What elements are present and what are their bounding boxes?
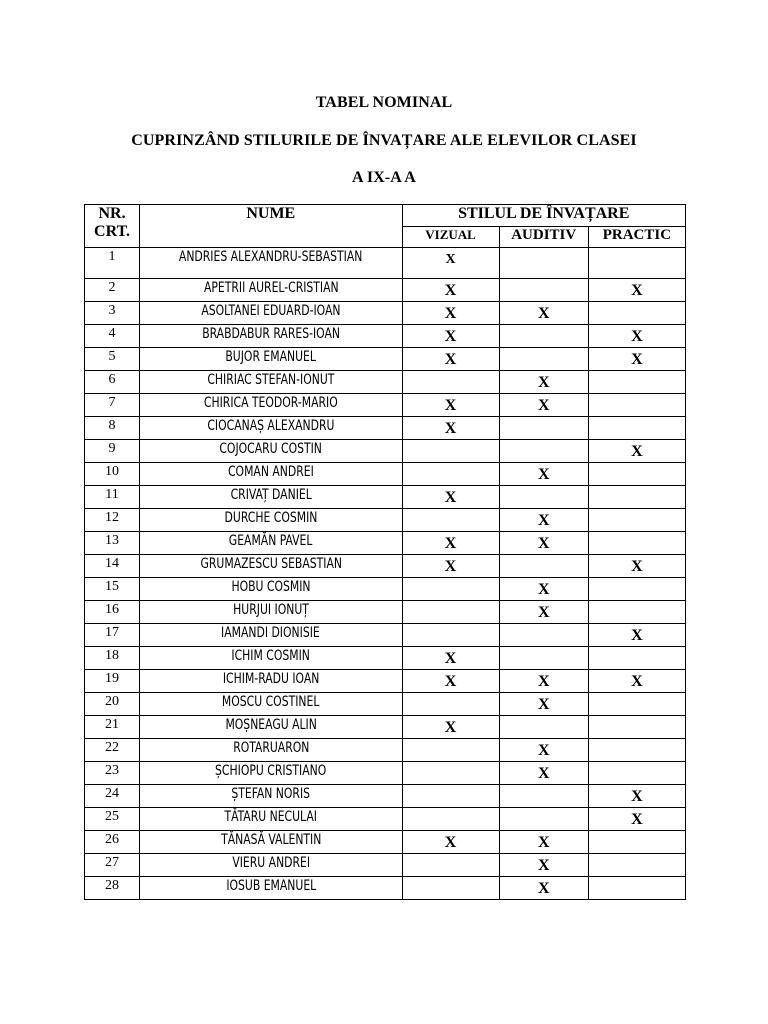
student-name-text: ASOLTANEI EDUARD-IOAN [201,303,341,319]
table-row [85,877,686,900]
row-nr: 27 [85,854,140,877]
row-mark-auditiv [499,785,588,808]
student-name-text: ICHIM COSMIN [231,648,311,664]
table-row [85,647,686,670]
table-row [85,693,686,716]
table-row [85,279,686,302]
row-student-name [140,486,402,509]
table-row [85,854,686,877]
row-mark-vizual: X [402,716,499,739]
row-mark-vizual [402,624,499,647]
row-mark-practic: X [588,785,685,808]
row-student-name [140,394,402,417]
row-nr: 24 [85,785,140,808]
row-student-name [140,693,402,716]
row-student-name [140,440,402,463]
row-mark-auditiv [499,486,588,509]
row-mark-auditiv: X [499,670,588,693]
row-mark-auditiv [499,808,588,831]
student-name-text: ȘTEFAN NORIS [231,786,311,802]
row-mark-auditiv [499,325,588,348]
row-student-name [140,647,402,670]
row-mark-auditiv: X [499,854,588,877]
row-mark-vizual: X [402,532,499,555]
row-mark-vizual: X [402,302,499,325]
row-mark-practic [588,248,685,279]
row-mark-auditiv [499,279,588,302]
row-student-name [140,624,402,647]
header-practic: PRACTIC [588,227,685,248]
row-mark-vizual: X [402,417,499,440]
header-nume: NUME [140,205,402,248]
row-student-name [140,877,402,900]
table-header [85,205,686,248]
row-nr: 23 [85,762,140,785]
row-nr: 9 [85,440,140,463]
student-name-text: CIOCANAȘ ALEXANDRU [207,418,335,434]
row-mark-practic [588,716,685,739]
row-nr: 28 [85,877,140,900]
student-name-text: ICHIM-RADU IOAN [222,671,320,687]
student-name-text: GEAMĂN PAVEL [228,533,313,549]
row-nr: 26 [85,831,140,854]
table-row [85,555,686,578]
table-row [85,601,686,624]
row-student-name [140,417,402,440]
row-mark-vizual [402,854,499,877]
row-student-name [140,670,402,693]
row-nr: 13 [85,532,140,555]
table-row [85,302,686,325]
row-mark-practic: X [588,670,685,693]
row-student-name [140,302,402,325]
row-student-name [140,831,402,854]
row-nr: 16 [85,601,140,624]
student-name-text: DURCHE COSMIN [224,510,318,526]
row-mark-practic [588,762,685,785]
row-student-name [140,785,402,808]
student-name-text: CHIRICA TEODOR-MARIO [203,395,338,411]
row-mark-practic: X [588,279,685,302]
row-mark-practic [588,854,685,877]
row-mark-auditiv: X [499,302,588,325]
student-name-text: IAMANDI DIONISIE [221,625,321,641]
student-name-text: HURJUI IONUȚ [232,602,309,618]
row-mark-vizual: X [402,325,499,348]
table-row [85,463,686,486]
row-nr: 4 [85,325,140,348]
row-mark-vizual: X [402,348,499,371]
learning-styles-table [84,204,686,900]
row-mark-vizual: X [402,670,499,693]
row-student-name [140,762,402,785]
student-name-text: GRUMAZESCU SEBASTIAN [200,556,342,572]
row-mark-practic [588,302,685,325]
row-mark-practic [588,486,685,509]
row-nr: 7 [85,394,140,417]
row-mark-vizual [402,808,499,831]
row-student-name [140,279,402,302]
row-mark-auditiv: X [499,739,588,762]
student-name-text: APETRII AUREL-CRISTIAN [203,280,339,296]
table-row [85,624,686,647]
header-nr-crt [85,205,140,248]
row-student-name [140,248,402,279]
class-name: A IX-A A [352,169,416,186]
student-name-text: MOSCU COSTINEL [222,694,320,710]
table-row [85,486,686,509]
row-mark-auditiv [499,348,588,371]
row-nr: 12 [85,509,140,532]
student-name-text: ȘCHIOPU CRISTIANO [215,763,327,779]
row-student-name [140,716,402,739]
row-mark-practic [588,463,685,486]
row-nr: 20 [85,693,140,716]
row-mark-practic [588,578,685,601]
row-mark-practic [588,394,685,417]
header-auditiv: AUDITIV [499,227,588,248]
row-mark-auditiv [499,440,588,463]
row-mark-practic: X [588,624,685,647]
row-mark-auditiv: X [499,877,588,900]
row-mark-auditiv: X [499,509,588,532]
header-nr-line1: NR. [98,205,126,222]
student-name-text: ANDRIES ALEXANDRU-SEBASTIAN [179,249,363,265]
row-mark-vizual [402,877,499,900]
row-mark-auditiv: X [499,601,588,624]
table-row [85,248,686,279]
student-name-text: TĂTARU NECULAI [224,809,317,825]
document-subtitle: CUPRINZÂND STILURILE DE ÎNVAȚARE ALE ELEVILOR CLASEI [131,132,637,149]
row-student-name [140,348,402,371]
row-mark-vizual: X [402,647,499,670]
document-title: TABEL NOMINAL [315,94,453,111]
row-student-name [140,578,402,601]
row-mark-practic: X [588,808,685,831]
student-name-text: ROTARUARON [232,740,309,756]
row-nr: 19 [85,670,140,693]
row-mark-vizual [402,693,499,716]
table-row [85,371,686,394]
row-mark-practic: X [588,555,685,578]
student-name-text: VIERU ANDREI [231,855,310,871]
row-mark-practic [588,739,685,762]
table-row [85,509,686,532]
student-name-text: BRABDABUR RARES-IOAN [201,326,340,342]
table-row [85,325,686,348]
row-mark-vizual [402,785,499,808]
table-row [85,785,686,808]
table-row [85,417,686,440]
row-mark-practic [588,831,685,854]
student-name-text: CRIVAȚ DANIEL [230,487,312,503]
row-mark-vizual: X [402,394,499,417]
row-mark-vizual [402,578,499,601]
row-mark-vizual [402,739,499,762]
row-nr: 22 [85,739,140,762]
row-mark-practic: X [588,348,685,371]
row-mark-vizual [402,371,499,394]
row-mark-auditiv: X [499,463,588,486]
row-mark-auditiv [499,624,588,647]
row-mark-practic [588,509,685,532]
table-row [85,440,686,463]
table-row [85,578,686,601]
row-student-name [140,371,402,394]
row-mark-auditiv [499,555,588,578]
row-student-name [140,325,402,348]
row-nr: 10 [85,463,140,486]
row-mark-practic [588,417,685,440]
row-mark-vizual: X [402,831,499,854]
row-mark-vizual: X [402,279,499,302]
row-nr: 14 [85,555,140,578]
row-student-name [140,509,402,532]
row-nr: 2 [85,279,140,302]
table-row [85,348,686,371]
row-student-name [140,601,402,624]
student-name-text: CHIRIAC STEFAN-IONUT [207,372,335,388]
row-student-name [140,739,402,762]
row-student-name [140,555,402,578]
row-mark-vizual [402,440,499,463]
row-mark-practic [588,371,685,394]
row-student-name [140,808,402,831]
header-vizual: VIZUAL [402,227,499,248]
row-nr: 5 [85,348,140,371]
row-mark-auditiv: X [499,371,588,394]
row-mark-vizual: X [402,486,499,509]
row-mark-auditiv: X [499,394,588,417]
row-mark-auditiv: X [499,532,588,555]
row-mark-practic [588,532,685,555]
row-mark-vizual: X [402,248,499,279]
row-mark-auditiv [499,716,588,739]
row-nr: 17 [85,624,140,647]
student-name-text: HOBU COSMIN [231,579,311,595]
row-student-name [140,463,402,486]
row-mark-vizual [402,601,499,624]
row-nr: 8 [85,417,140,440]
table-row [85,831,686,854]
row-mark-vizual: X [402,555,499,578]
student-name-text: IOSUB EMANUEL [225,878,316,894]
row-mark-auditiv: X [499,762,588,785]
table-row [85,532,686,555]
row-mark-auditiv [499,647,588,670]
row-mark-practic [588,647,685,670]
table-row [85,394,686,417]
header-stil-invatare: STILUL DE ÎNVAȚARE [402,205,686,227]
row-mark-practic [588,601,685,624]
student-name-text: TĂNASĂ VALENTIN [220,832,321,848]
table-row [85,808,686,831]
row-student-name [140,532,402,555]
student-name-text: COJOCARU COSTIN [219,441,323,457]
row-mark-practic: X [588,440,685,463]
row-nr: 6 [85,371,140,394]
row-mark-vizual [402,509,499,532]
student-name-text: BUJOR EMANUEL [225,349,317,365]
row-mark-auditiv [499,248,588,279]
row-mark-auditiv: X [499,693,588,716]
table-body [85,248,686,900]
row-mark-practic [588,693,685,716]
student-name-text: MOȘNEAGU ALIN [225,717,317,733]
row-nr: 3 [85,302,140,325]
row-nr: 25 [85,808,140,831]
table-row [85,716,686,739]
row-mark-vizual [402,762,499,785]
row-mark-practic [588,877,685,900]
row-mark-auditiv [499,417,588,440]
table-row [85,670,686,693]
row-mark-auditiv: X [499,578,588,601]
row-mark-practic: X [588,325,685,348]
row-mark-vizual [402,463,499,486]
student-name-text: COMAN ANDREI [227,464,314,480]
row-nr: 1 [85,248,140,279]
row-nr: 21 [85,716,140,739]
row-student-name [140,854,402,877]
row-nr: 15 [85,578,140,601]
table-row [85,762,686,785]
header-nr-line2: CRT. [94,223,131,240]
row-mark-auditiv: X [499,831,588,854]
row-nr: 11 [85,486,140,509]
table-row [85,739,686,762]
row-nr: 18 [85,647,140,670]
